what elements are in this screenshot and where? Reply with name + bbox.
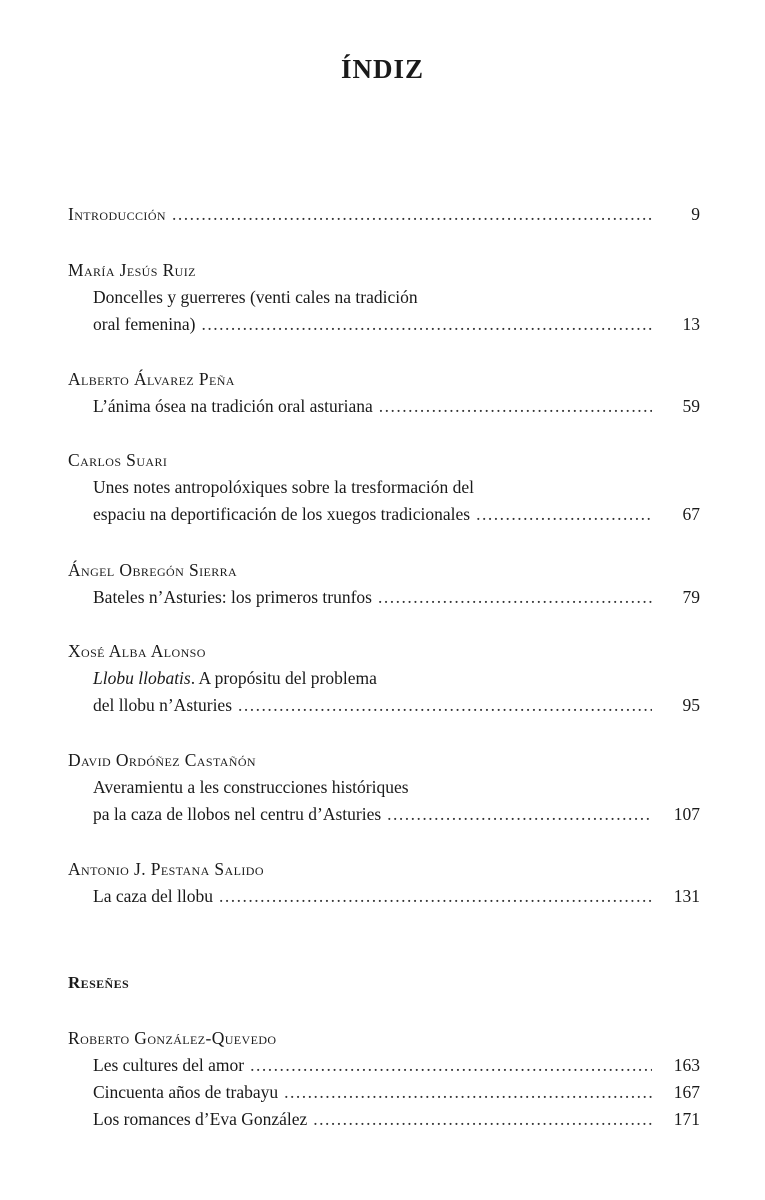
article-title-line: Bateles n’Asturies: los primeros trunfos <box>93 587 372 607</box>
section-heading-reviews: Reseñes <box>68 973 130 992</box>
dot-leader <box>202 311 652 337</box>
dot-leader <box>284 1079 652 1105</box>
toc-entry <box>93 1052 700 1078</box>
toc-entry <box>93 883 700 909</box>
dot-leader <box>172 201 652 227</box>
page-number: 95 <box>682 695 700 715</box>
article-title-line: L’ánima ósea na tradición oral asturiana <box>93 396 373 416</box>
page-number: 131 <box>673 886 700 906</box>
page-number: 167 <box>673 1082 700 1102</box>
page-number: 107 <box>673 804 700 824</box>
dot-leader <box>250 1052 652 1078</box>
toc-entry <box>93 692 700 718</box>
page-number: 171 <box>673 1109 700 1129</box>
toc-entry <box>93 801 700 827</box>
article-title-line: pa la caza de llobos nel centru d’Asturies <box>93 804 382 824</box>
page-number: 79 <box>682 587 700 607</box>
dot-leader <box>219 883 652 909</box>
review-title: Los romances d’Eva González <box>93 1109 308 1129</box>
article-title-line: La caza del llobu <box>93 886 214 906</box>
author-name: Ángel Obregón Sierra <box>68 560 238 580</box>
article-title-line: del llobu n’Asturies <box>93 695 233 715</box>
article-title-line <box>93 665 700 691</box>
page-title: ÍNDIZ <box>340 54 425 84</box>
review-title: Cincuenta años de trabayu <box>93 1082 279 1102</box>
author-name: David Ordóñez Castañón <box>68 750 256 770</box>
page-number: 13 <box>682 314 700 334</box>
author-name: María Jesús Ruiz <box>68 260 196 280</box>
dot-leader <box>476 501 652 527</box>
toc-entry <box>93 311 700 337</box>
dot-leader <box>378 584 652 610</box>
dot-leader <box>313 1106 652 1132</box>
author-name: Antonio J. Pestana Salido <box>68 859 264 879</box>
page-number: 9 <box>691 204 700 224</box>
page-number: 67 <box>682 504 700 524</box>
introduction-label: Introducción <box>68 204 166 224</box>
author-name: Xosé Alba Alonso <box>68 641 206 661</box>
review-title: Les cultures del amor <box>93 1055 245 1075</box>
dot-leader <box>387 801 652 827</box>
author-name: Alberto Álvarez Peña <box>68 369 235 389</box>
article-title-line: oral femenina) <box>93 314 196 334</box>
dot-leader <box>379 393 652 419</box>
article-title-rest: . A propósitu del problema <box>190 668 377 688</box>
article-title-line: Averamientu a les construcciones históriques <box>93 777 409 797</box>
article-title-line: espaciu na deportificación de los xuegos tradicionales <box>93 504 471 524</box>
article-title-italic: Llobu llobatis <box>93 668 191 688</box>
toc-entry <box>93 584 700 610</box>
page-number: 59 <box>682 396 700 416</box>
toc-entry-introduction <box>68 201 700 227</box>
author-name: Carlos Suari <box>68 450 168 470</box>
toc-entry <box>93 393 700 419</box>
toc-entry <box>93 501 700 527</box>
author-name: Roberto González-Quevedo <box>68 1028 277 1048</box>
toc-entry <box>93 1079 700 1105</box>
dot-leader <box>238 692 652 718</box>
article-title-line: Unes notes antropolóxiques sobre la tresformación del <box>93 477 475 497</box>
article-title-line: Doncelles y guerreres (venti cales na tradición <box>93 287 418 307</box>
toc-entry <box>93 1106 700 1132</box>
page-number: 163 <box>673 1055 700 1075</box>
